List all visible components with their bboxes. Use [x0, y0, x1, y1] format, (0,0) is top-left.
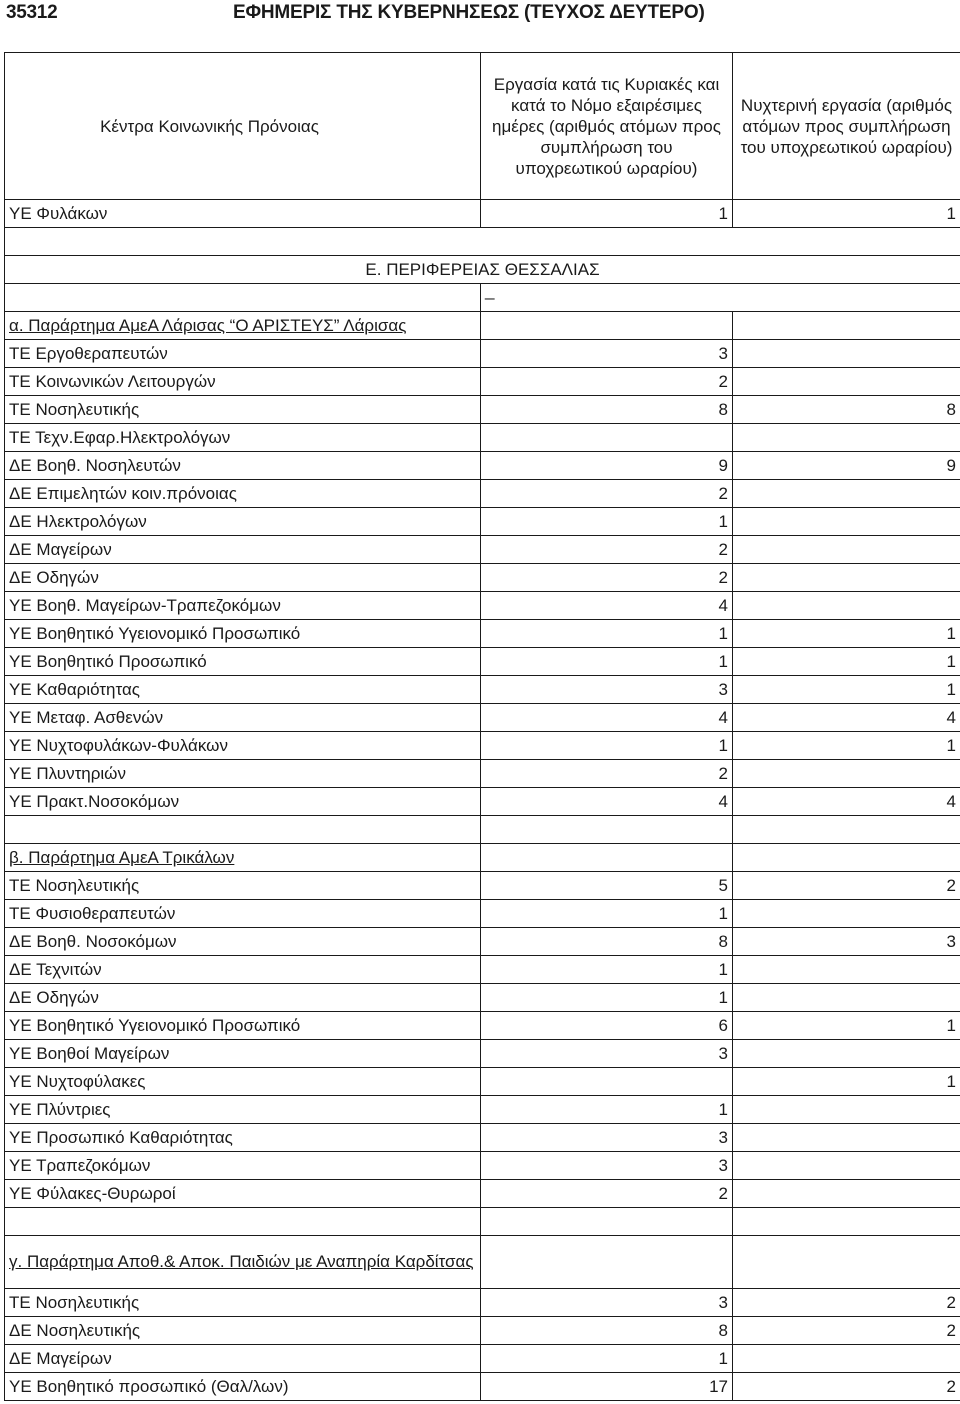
row-sundays-value: 1 — [481, 1096, 733, 1124]
row-name: ΥΕ Βοηθητικό Υγειονομικό Προσωπικό — [5, 620, 481, 648]
table-row — [5, 1289, 960, 1317]
table-row — [5, 592, 960, 620]
table-row — [5, 1180, 960, 1208]
row-night-value: 1 — [733, 732, 960, 760]
table-row — [5, 732, 960, 760]
table-row — [5, 900, 960, 928]
row-sundays-value: 1 — [481, 732, 733, 760]
row-name: ΔΕ Βοηθ. Νοσοκόμων — [5, 928, 481, 956]
row-name: ΔΕ Οδηγών — [5, 564, 481, 592]
table-row — [5, 340, 960, 368]
row-sundays-value: 3 — [481, 676, 733, 704]
row-name: ΔΕ Νοσηλευτικής — [5, 1317, 481, 1345]
section-title-row — [5, 312, 960, 340]
row-sundays-value: 3 — [481, 1289, 733, 1317]
table-row — [5, 1373, 960, 1401]
row-name: ΔΕ Βοηθ. Νοσηλευτών — [5, 452, 481, 480]
row-night-value — [733, 984, 960, 1012]
table-row — [5, 1317, 960, 1345]
row-sundays-value: 2 — [481, 536, 733, 564]
section-title-cell — [5, 844, 481, 872]
region-title: Ε. ΠΕΡΙΦΕΡΕΙΑΣ ΘΕΣΣΑΛΙΑΣ — [5, 256, 960, 284]
row-night-value: 1 — [733, 200, 960, 228]
row-name: ΥΕ Μεταφ. Ασθενών — [5, 704, 481, 732]
row-sundays-value — [481, 1068, 733, 1096]
row-night-value — [733, 1124, 960, 1152]
row-name: ΔΕ Επιμελητών κοιν.πρόνοιας — [5, 480, 481, 508]
row-night-value: 1 — [733, 648, 960, 676]
region-marker-cell — [481, 284, 960, 312]
row-name: ΤΕ Κοινωνικών Λειτουργών — [5, 368, 481, 396]
section-title-cell — [5, 1236, 481, 1289]
row-sundays-value: 9 — [481, 452, 733, 480]
row-name: ΥΕ Πλύντριες — [5, 1096, 481, 1124]
row-night-value — [733, 368, 960, 396]
row-night-value: 3 — [733, 928, 960, 956]
section-title: γ. Παράρτημα Αποθ.& Αποκ. Παιδιών με Αναπηρία Καρδίτσας — [9, 1252, 474, 1271]
table-row — [5, 396, 960, 424]
table-row — [5, 508, 960, 536]
row-name: ΔΕ Τεχνιτών — [5, 956, 481, 984]
table-row — [5, 424, 960, 452]
row-sundays-value: 8 — [481, 1317, 733, 1345]
row-name: ΥΕ Βοηθ. Μαγείρων-Τραπεζοκόμων — [5, 592, 481, 620]
row-sundays-value: 2 — [481, 368, 733, 396]
column-header-night: Νυχτερινή εργασία (αριθμός ατόμων προς συμπλήρωση του υποχρεωτικού ωραρίου) — [733, 53, 960, 200]
row-sundays-value: 8 — [481, 396, 733, 424]
row-night-value: 2 — [733, 1289, 960, 1317]
row-night-value: 8 — [733, 396, 960, 424]
staff-table — [4, 52, 960, 1401]
spacer-row — [5, 1208, 960, 1236]
row-night-value: 1 — [733, 1012, 960, 1040]
row-name: ΥΕ Τραπεζοκόμων — [5, 1152, 481, 1180]
row-night-value — [733, 592, 960, 620]
row-night-value — [733, 424, 960, 452]
row-sundays-value: 1 — [481, 956, 733, 984]
table-row — [5, 1096, 960, 1124]
row-name: ΥΕ Πλυντηριών — [5, 760, 481, 788]
row-night-value: 2 — [733, 872, 960, 900]
section-title: β. Παράρτημα ΑμεΑ Τρικάλων — [9, 848, 235, 867]
row-sundays-value: 1 — [481, 648, 733, 676]
row-night-value — [733, 536, 960, 564]
table-row — [5, 956, 960, 984]
row-sundays-value: 3 — [481, 1152, 733, 1180]
row-sundays-value: 2 — [481, 480, 733, 508]
row-night-value: 2 — [733, 1373, 960, 1401]
table-row — [5, 1124, 960, 1152]
row-name: ΤΕ Νοσηλευτικής — [5, 396, 481, 424]
region-marker: _ — [485, 283, 495, 300]
row-name: ΥΕ Βοηθητικό Προσωπικό — [5, 648, 481, 676]
row-name: ΥΕ Βοηθοί Μαγείρων — [5, 1040, 481, 1068]
row-sundays-value: 8 — [481, 928, 733, 956]
row-night-value — [733, 1152, 960, 1180]
spacer-row — [5, 816, 960, 844]
row-night-value: 9 — [733, 452, 960, 480]
table-row — [5, 200, 960, 228]
row-name: ΔΕ Μαγείρων — [5, 536, 481, 564]
table-row — [5, 536, 960, 564]
row-sundays-value: 17 — [481, 1373, 733, 1401]
table-header-row — [5, 53, 960, 200]
table-row — [5, 788, 960, 816]
row-night-value: 4 — [733, 788, 960, 816]
table-row — [5, 564, 960, 592]
row-night-value: 1 — [733, 620, 960, 648]
row-night-value: 2 — [733, 1317, 960, 1345]
row-night-value: 4 — [733, 704, 960, 732]
row-night-value — [733, 900, 960, 928]
row-night-value — [733, 760, 960, 788]
row-name: ΥΕ Βοηθητικό Υγειονομικό Προσωπικό — [5, 1012, 481, 1040]
table-row — [5, 480, 960, 508]
table-row — [5, 452, 960, 480]
row-name: ΤΕ Εργοθεραπευτών — [5, 340, 481, 368]
row-night-value — [733, 1180, 960, 1208]
row-sundays-value: 6 — [481, 1012, 733, 1040]
table-row — [5, 872, 960, 900]
row-sundays-value: 4 — [481, 592, 733, 620]
table-row — [5, 928, 960, 956]
row-sundays-value: 2 — [481, 760, 733, 788]
row-night-value — [733, 508, 960, 536]
row-name: ΥΕ Νυχτοφυλάκων-Φυλάκων — [5, 732, 481, 760]
region-row — [5, 256, 960, 284]
row-night-value — [733, 1096, 960, 1124]
row-sundays-value: 1 — [481, 508, 733, 536]
row-sundays-value: 2 — [481, 564, 733, 592]
table-row — [5, 648, 960, 676]
row-sundays-value: 3 — [481, 1124, 733, 1152]
row-name: ΔΕ Ηλεκτρολόγων — [5, 508, 481, 536]
row-sundays-value: 1 — [481, 900, 733, 928]
column-header-centers: Κέντρα Κοινωνικής Πρόνοιας — [5, 53, 481, 200]
row-name: ΤΕ Τεχν.Εφαρ.Ηλεκτρολόγων — [5, 424, 481, 452]
page-number: 35312 — [6, 2, 58, 23]
row-night-value: 1 — [733, 676, 960, 704]
section-title: α. Παράρτημα ΑμεΑ Λάρισας “Ο ΑΡΙΣΤΕΥΣ” Λάρισας — [9, 316, 407, 335]
table-row — [5, 984, 960, 1012]
section-title-row — [5, 844, 960, 872]
row-name: ΤΕ Φυσιοθεραπευτών — [5, 900, 481, 928]
page-header — [0, 0, 960, 30]
row-name: ΔΕ Οδηγών — [5, 984, 481, 1012]
row-sundays-value: 4 — [481, 788, 733, 816]
row-night-value — [733, 564, 960, 592]
table-row — [5, 1068, 960, 1096]
table-row — [5, 676, 960, 704]
row-sundays-value — [481, 424, 733, 452]
table-row — [5, 704, 960, 732]
row-sundays-value: 3 — [481, 1040, 733, 1068]
row-name: ΥΕ Προσωπικό Καθαριότητας — [5, 1124, 481, 1152]
row-sundays-value: 5 — [481, 872, 733, 900]
spacer-row — [5, 228, 960, 256]
row-sundays-value: 1 — [481, 200, 733, 228]
section-title-cell — [5, 312, 481, 340]
column-header-sundays: Εργασία κατά τις Κυριακές και κατά το Νόμο εξαιρέσιμες ημέρες (αριθμός ατόμων προς συμπλήρωση του υποχρεωτικού ωραρίου) — [481, 53, 733, 200]
row-sundays-value: 1 — [481, 1345, 733, 1373]
row-night-value — [733, 1345, 960, 1373]
row-night-value: 1 — [733, 1068, 960, 1096]
gazette-title: ΕΦΗΜΕΡΙΣ ΤΗΣ ΚΥΒΕΡΝΗΣΕΩΣ (ΤΕΥΧΟΣ ΔΕΥΤΕΡΟ) — [233, 2, 705, 23]
table-row — [5, 1012, 960, 1040]
table-row — [5, 368, 960, 396]
row-sundays-value: 1 — [481, 984, 733, 1012]
table-row — [5, 620, 960, 648]
row-name: ΥΕ Πρακτ.Νοσοκόμων — [5, 788, 481, 816]
row-night-value — [733, 340, 960, 368]
table-row — [5, 1152, 960, 1180]
row-night-value — [733, 1040, 960, 1068]
row-name: ΤΕ Νοσηλευτικής — [5, 872, 481, 900]
row-night-value — [733, 480, 960, 508]
row-night-value — [733, 956, 960, 984]
table-row — [5, 1345, 960, 1373]
table-row — [5, 1040, 960, 1068]
row-name: ΥΕ Φύλακες-Θυρωροί — [5, 1180, 481, 1208]
table-row — [5, 760, 960, 788]
row-name: ΥΕ Καθαριότητας — [5, 676, 481, 704]
row-sundays-value: 4 — [481, 704, 733, 732]
row-name: ΥΕ Φυλάκων — [5, 200, 481, 228]
row-name: ΔΕ Μαγείρων — [5, 1345, 481, 1373]
section-title-row — [5, 1236, 960, 1289]
row-sundays-value: 2 — [481, 1180, 733, 1208]
row-name: ΥΕ Βοηθητικό προσωπικό (Θαλ/λων) — [5, 1373, 481, 1401]
row-sundays-value: 3 — [481, 340, 733, 368]
spacer-row — [5, 284, 960, 312]
row-sundays-value: 1 — [481, 620, 733, 648]
row-name: ΥΕ Νυχτοφύλακες — [5, 1068, 481, 1096]
row-name: ΤΕ Νοσηλευτικής — [5, 1289, 481, 1317]
